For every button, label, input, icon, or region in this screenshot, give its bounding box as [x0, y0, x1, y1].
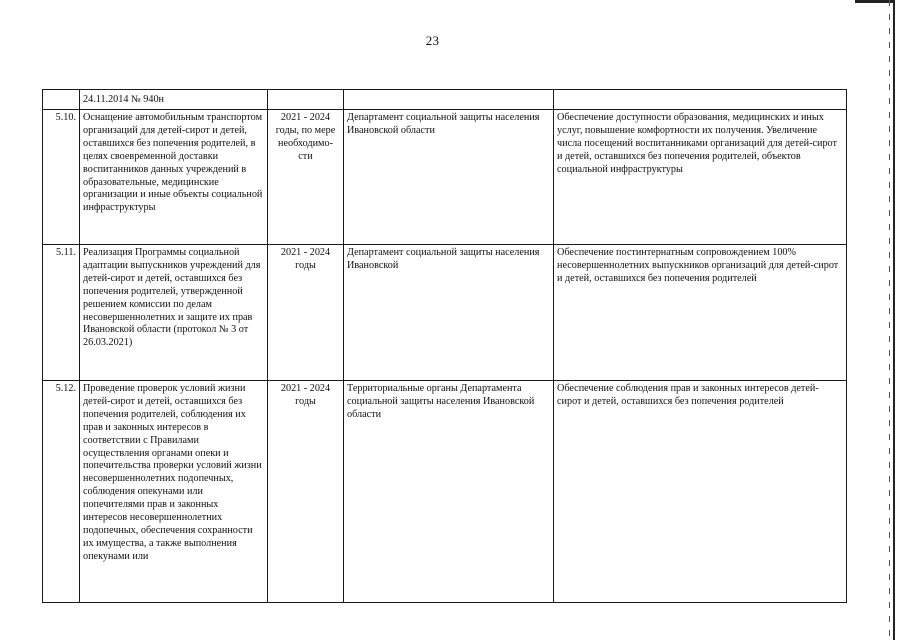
- measures-table: [42, 89, 847, 603]
- cell-number: 5.10.: [43, 110, 80, 245]
- table-row: [43, 381, 847, 603]
- page-number: 23: [425, 33, 440, 48]
- cell-executor: Территориальные органы Департамента социальной защиты населения Ивановской области: [344, 381, 554, 603]
- cell-result: [554, 90, 847, 110]
- cell-result: Обеспечение соблюдения прав и законных интересов детей-сирот и детей, оставшихся без попечения родителей: [554, 381, 847, 603]
- table-row-continuation: [43, 90, 847, 110]
- cell-number: 5.12.: [43, 381, 80, 603]
- cell-number: 5.11.: [43, 245, 80, 381]
- cell-number: [43, 90, 80, 110]
- cell-result: Обеспечение доступности образования, медицинских и иных услуг, повышение комфортности их получения. Увеличение числа посещений воспитанниками организаций для детей-сирот и детей, оставшихся без попечения родителей, объектов социальной инфраструктуры: [554, 110, 847, 245]
- cell-measure-text: Проведение проверок условий жизни детей-сирот и детей, оставшихся без попечения родителей, соблюдения их прав и законных интересов в соответствии с Правилами осуществления органами опеки и попечительства проверки условий жизни несовершеннолетних подопечных, соблюдения опекунами или попечителями прав и законных интересов несовершеннолетних подопечных, обеспечения сохранности их имущества, а также выполнения опекунами или: [80, 381, 268, 603]
- cell-measure-text: Оснащение автомобильным транспортом организаций для детей-сирот и детей, оставшихся без попечения родителей, в целях своевременной доставки воспитанников данных учреждений в образовательные, медицинские организации и иные объекты социальной инфраструктуры: [80, 110, 268, 245]
- cell-measure-text: 24.11.2014 № 940н: [80, 90, 268, 110]
- cell-period: 2021 - 2024 годы: [268, 245, 344, 381]
- scan-edge-right: [893, 0, 895, 640]
- cell-period: [268, 90, 344, 110]
- scan-edge-dashed: [889, 0, 890, 640]
- table-row: [43, 245, 847, 381]
- cell-executor: Департамент социальной защиты населения Ивановской: [344, 245, 554, 381]
- cell-result: Обеспечение постинтернатным сопровождением 100% несовершеннолетних выпускников организаций для детей-сирот и детей, оставшихся без попечения родителей: [554, 245, 847, 381]
- table-row: [43, 110, 847, 245]
- cell-executor: [344, 90, 554, 110]
- cell-period: 2021 - 2024 годы, по мере необходимо-сти: [268, 110, 344, 245]
- cell-measure-text: Реализация Программы социальной адаптации выпускников учреждений для детей-сирот и детей, оставшихся без попечения родителей, утвержденной решением комиссии по делам несовершеннолетних и защите их прав Ивановской области (протокол № 3 от 26.03.2021): [80, 245, 268, 381]
- cell-period: 2021 - 2024 годы: [268, 381, 344, 603]
- cell-executor: Департамент социальной защиты населения Ивановской области: [344, 110, 554, 245]
